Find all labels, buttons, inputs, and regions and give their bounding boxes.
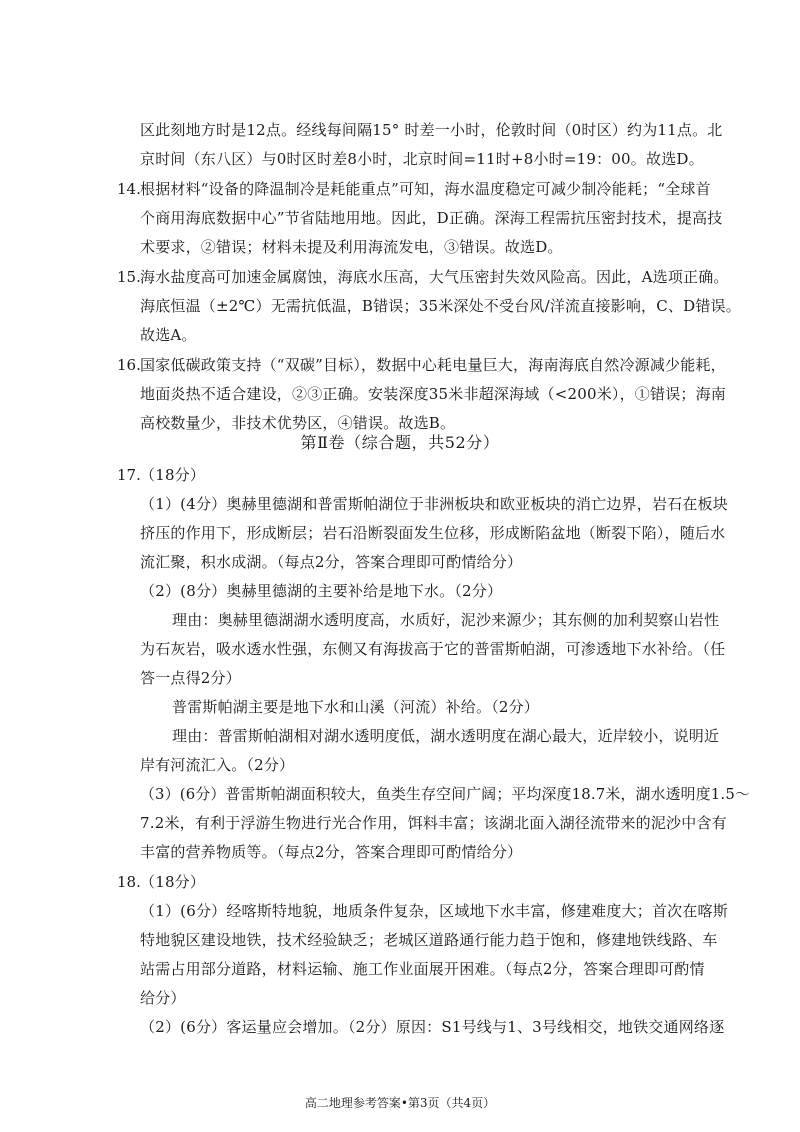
question-number-14: 14. bbox=[117, 180, 141, 198]
page-footer: 高二地理参考答案•第3页（共4页） bbox=[304, 1096, 496, 1110]
q14-line: 个商用海底数据中心”节省陆地用地。因此，D正确。深海工程需抗压密封技术，提高技 bbox=[140, 209, 723, 227]
q17-line: 为石灰岩，吸水透水性强，东侧又有海拔高于它的普雷斯帕湖，可渗透地下水补给。（任 bbox=[140, 640, 726, 658]
q14-line: 根据材料“设备的降温制冷是耗能重点”可知，海水温度稳定可减少制冷能耗；“全球首 bbox=[140, 180, 711, 198]
q17-line: （1）(4分）奥赫里德湖和普雷斯帕湖位于非洲板块和欧亚板块的消亡边界，岩石在板块 bbox=[140, 495, 728, 513]
q16-line: 国家低碳政策支持（“双碳”目标），数据中心耗电量巨大，海南海底自然冷源减少能耗， bbox=[140, 356, 726, 374]
q15-line: 故选A。 bbox=[140, 326, 197, 344]
q18-score: （18分） bbox=[140, 873, 206, 891]
q17-score: （18分） bbox=[140, 466, 206, 484]
intro-line: 京时间（东八区）与0时区时差8小时，北京时间=11时+8小时=19：00。故选D。 bbox=[140, 150, 704, 168]
q17-line: 岸有河流汇入。（2分） bbox=[140, 756, 295, 774]
q17-line: （2）(8分）奥赫里德湖的主要补给是地下水。（2分） bbox=[140, 582, 503, 600]
q15-line: 海底恒温（±2℃）无需抗低温，B错误；35米深处不受台风/洋流直接影响，C、D错误。 bbox=[140, 297, 741, 315]
q17-line: 理由：奥赫里德湖湖水透明度高，水质好，泥沙来源少；其东侧的加利契察山岩性 bbox=[172, 611, 720, 629]
q16-line: 高校数量少，非技术优势区，④错误。故选B。 bbox=[140, 414, 456, 432]
q16-line: 地面炎热不适合建设，②③正确。安装深度35米非超深海域（<200米），①错误；海南 bbox=[140, 385, 726, 403]
q17-line: 丰富的营养物质等。（每点2分，答案合理即可酌情给分） bbox=[140, 843, 523, 861]
question-number-18: 18. bbox=[117, 873, 141, 891]
q17-line: 流汇聚，积水成湖。（每点2分，答案合理即可酌情给分） bbox=[140, 553, 523, 571]
q17-line: 普雷斯帕湖主要是地下水和山溪（河流）补给。（2分） bbox=[172, 698, 540, 716]
question-number-17: 17. bbox=[117, 466, 141, 484]
q17-line: 7.2米，有利于浮游生物进行光合作用，饵料丰富；该湖北面入湖径流带来的泥沙中含有 bbox=[140, 814, 727, 832]
q17-line: 挤压的作用下，形成断层；岩石沿断裂面发生位移，形成断陷盆地（断裂下陷），随后水 bbox=[140, 524, 726, 542]
intro-line: 区此刻地方时是12点。经线每间隔15° 时差一小时，伦敦时间（0时区）约为11点。北 bbox=[140, 121, 723, 139]
q17-line: 答一点得2分） bbox=[140, 669, 241, 687]
q17-line: （3）(6分）普雷斯帕湖面积较大，鱼类生存空间广阔；平均深度18.7米，湖水透明度1.5～ bbox=[140, 785, 751, 803]
q17-line: 理由：普雷斯帕湖相对湖水透明度低，湖水透明度在湖心最大，近岸较小，说明近 bbox=[172, 727, 720, 745]
q14-line: 术要求，②错误；材料未提及利用海流发电，③错误。故选D。 bbox=[140, 238, 563, 256]
question-number-15: 15. bbox=[117, 268, 141, 286]
q18-line: 特地貌区建设地铁，技术经验缺乏；老城区道路通行能力趋于饱和，修建地铁线路、车 bbox=[140, 931, 718, 949]
q18-line: 站需占用部分道路，材料运输、施工作业面展开困难。（每点2分，答案合理即可酌情 bbox=[140, 960, 705, 978]
q18-line: 给分） bbox=[140, 989, 186, 1007]
q18-line: （2）(6分）客运量应会增加。（2分）原因：S1号线与1、3号线相交，地铁交通网络逐 bbox=[140, 1018, 725, 1036]
section-heading: 第Ⅱ卷（综合题，共52分） bbox=[300, 433, 500, 452]
q18-line: （1）(6分）经喀斯特地貌，地质条件复杂，区域地下水丰富，修建难度大；首次在喀斯 bbox=[140, 902, 728, 920]
q15-line: 海水盐度高可加速金属腐蚀，海底水压高，大气压密封失效风险高。因此，A选项正确。 bbox=[140, 268, 729, 286]
question-number-16: 16. bbox=[117, 356, 141, 374]
